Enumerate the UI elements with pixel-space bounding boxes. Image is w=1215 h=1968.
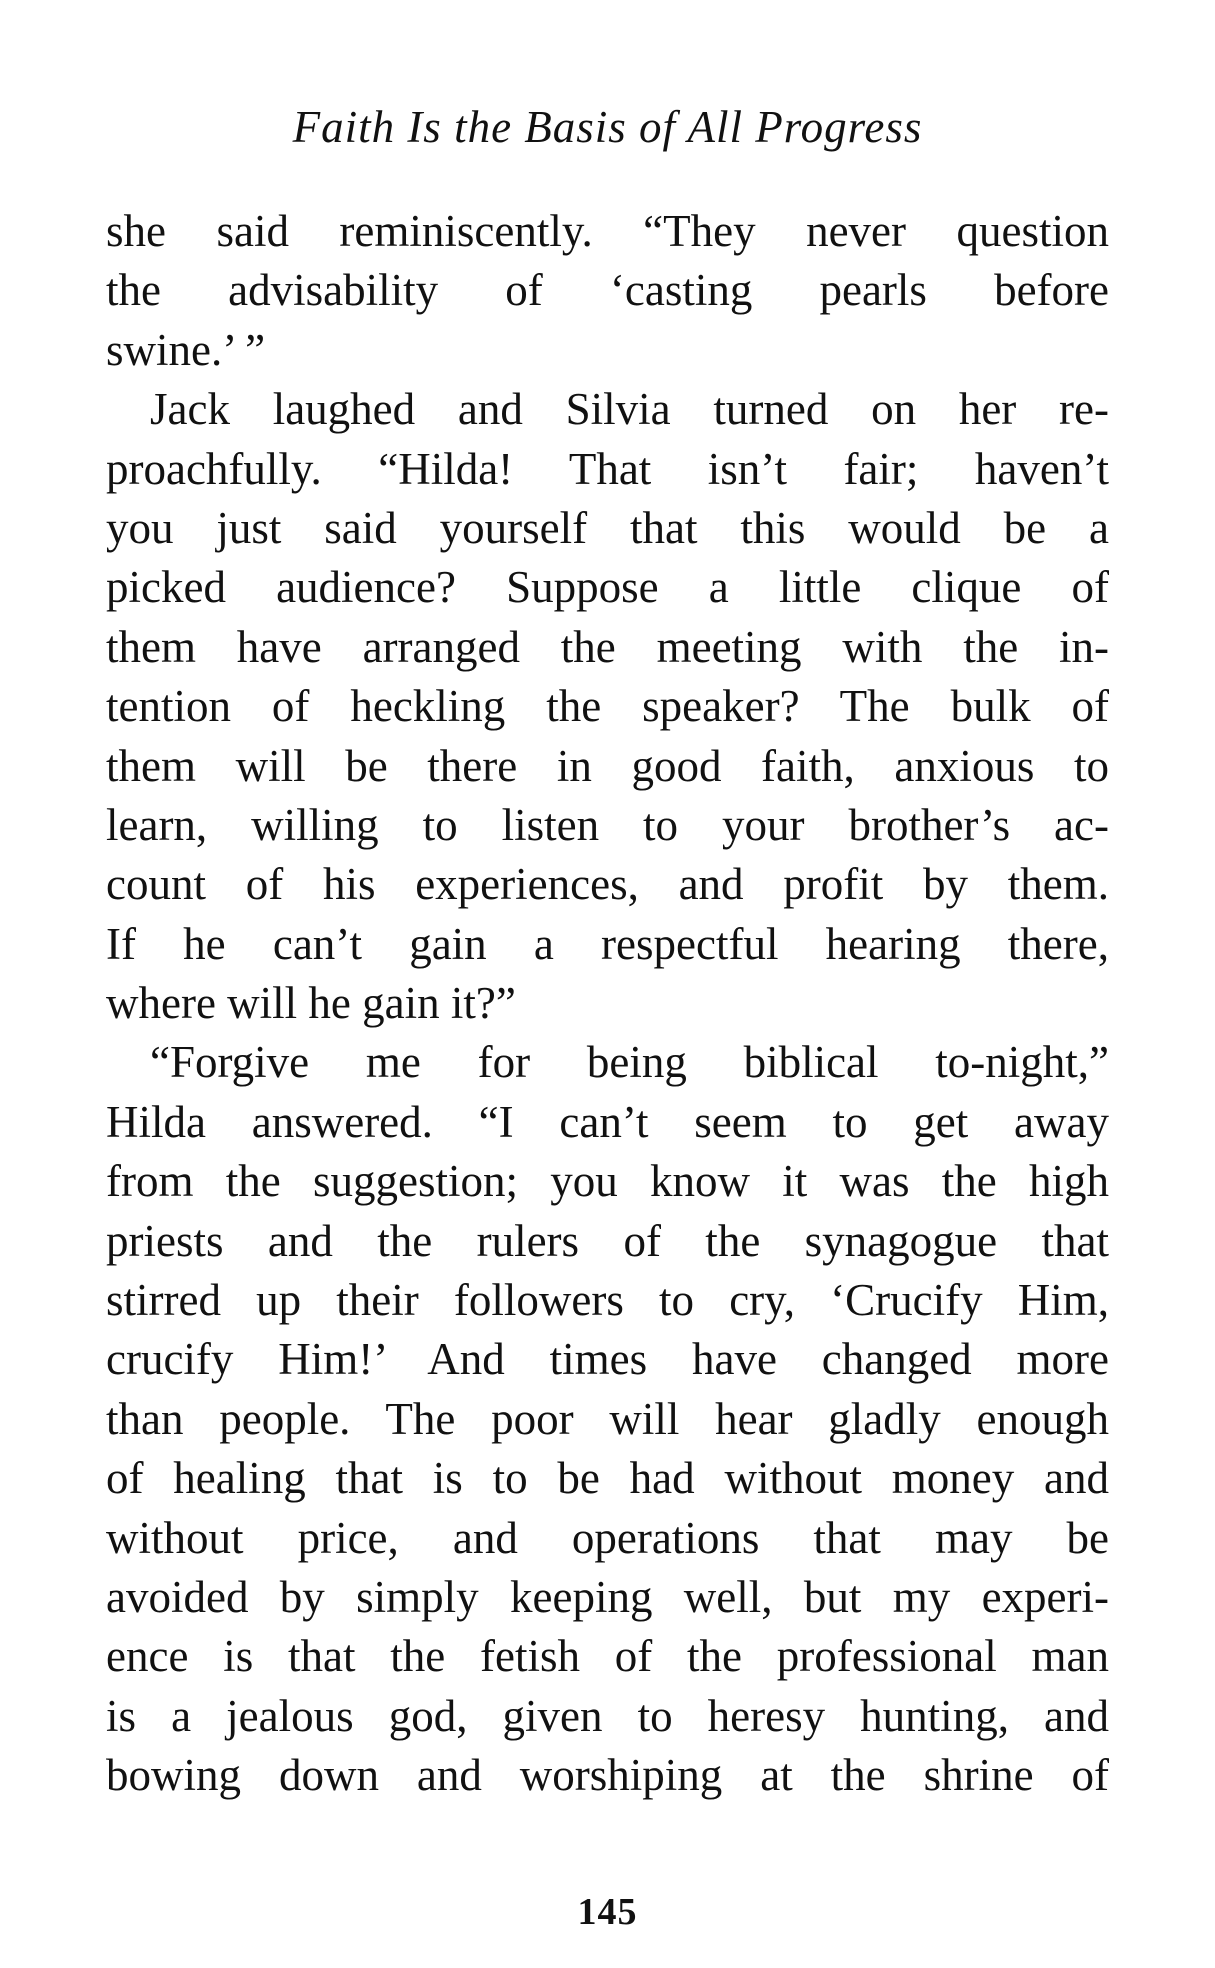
text-line: stirred up their followers to cry, ‘Crucify Him, <box>106 1275 1109 1326</box>
text-line: count of his experiences, and profit by them. <box>106 859 1109 910</box>
text-line: priests and the rulers of the synagogue that <box>106 1215 1109 1266</box>
text-line: proachfully. “Hilda! That isn’t fair; haven’t <box>106 443 1109 494</box>
body-text <box>106 202 1109 1806</box>
text-line: Jack laughed and Silvia turned on her re- <box>150 384 1109 435</box>
text-line: you just said yourself that this would be a <box>106 502 1109 553</box>
text-line: swine.’ ” <box>106 324 266 375</box>
text-line: tention of heckling the speaker? The bulk of <box>106 681 1109 732</box>
text-line: where will he gain it?” <box>106 978 516 1029</box>
text-line: of healing that is to be had without money and <box>106 1453 1109 1504</box>
text-line: is a jealous god, given to heresy hunting, and <box>106 1690 1109 1741</box>
text-line: avoided by simply keeping well, but my experi- <box>106 1571 1109 1622</box>
page-number: 145 <box>577 1891 638 1933</box>
text-line: picked audience? Suppose a little clique of <box>106 562 1109 613</box>
text-line: learn, willing to listen to your brother’s ac- <box>106 799 1109 850</box>
running-head: Faith Is the Basis of All Progress <box>292 102 923 152</box>
text-line: If he can’t gain a respectful hearing there, <box>106 918 1109 969</box>
text-line: she said reminiscently. “They never question <box>106 206 1109 256</box>
text-line: from the suggestion; you know it was the high <box>106 1156 1109 1207</box>
text-line: Hilda answered. “I can’t seem to get away <box>106 1096 1109 1147</box>
text-line: them will be there in good faith, anxious to <box>106 740 1109 791</box>
text-line: without price, and operations that may be <box>106 1512 1109 1563</box>
text-line: the advisability of ‘casting pearls before <box>106 265 1109 316</box>
text-line: “Forgive me for being biblical to-night,” <box>150 1037 1109 1088</box>
text-line: crucify Him!’ And times have changed more <box>106 1334 1109 1385</box>
text-line: bowing down and worshiping at the shrine of <box>106 1750 1109 1801</box>
text-line: ence is that the fetish of the professional man <box>106 1631 1109 1682</box>
text-line: them have arranged the meeting with the in- <box>106 621 1109 672</box>
text-line: than people. The poor will hear gladly enough <box>106 1393 1109 1444</box>
